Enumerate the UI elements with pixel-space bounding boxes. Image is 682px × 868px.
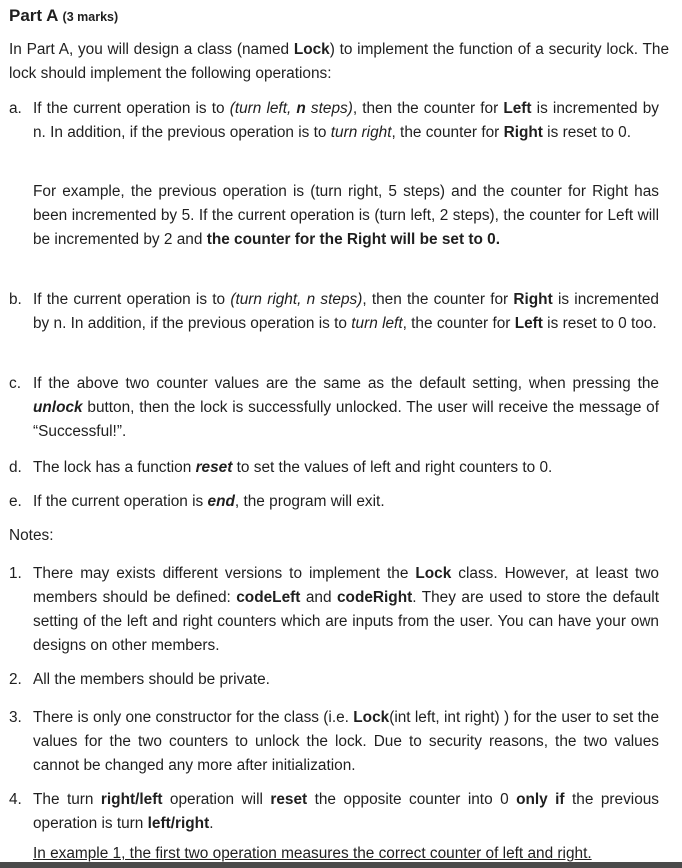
list-label: e. bbox=[9, 493, 22, 510]
intro-paragraph: In Part A, you will design a class (named Lock) to implement the function of a security lock. The lock should implement the following operations: bbox=[9, 41, 669, 82]
list-item-d bbox=[9, 456, 659, 480]
list-label: 3. bbox=[9, 709, 22, 726]
section-title: Part A bbox=[9, 6, 58, 25]
section-marks: (3 marks) bbox=[62, 10, 119, 24]
list-label: b. bbox=[9, 291, 22, 308]
list-text: The turn right/left operation will reset the opposite counter into 0 only if the previous operation is turn left/right. bbox=[33, 791, 660, 832]
bottom-border bbox=[0, 862, 682, 868]
note-item-3 bbox=[9, 706, 659, 778]
list-item-c bbox=[9, 372, 659, 444]
note-item-1 bbox=[9, 562, 659, 658]
list-label: a. bbox=[9, 100, 22, 117]
list-label: 1. bbox=[9, 565, 22, 582]
cut-off-line: In example 1, the first two operation measures the correct counter of left and right. bbox=[33, 845, 592, 862]
list-item-a bbox=[9, 97, 659, 145]
section-heading bbox=[9, 4, 118, 29]
list-text: There is only one constructor for the class (i.e. Lock(int left, int right) ) for the user to set the values for the two counters to unlock the lock. Due to security reasons, the two values cannot be changed any more after initialization. bbox=[33, 709, 660, 774]
list-text: If the current operation is to (turn right, n steps), then the counter for Right is incremented by n. In addition, if the previous operation is to turn left, the counter for Left is reset to 0 too. bbox=[33, 291, 659, 332]
list-item-b bbox=[9, 288, 659, 336]
list-label: 2. bbox=[9, 671, 22, 688]
list-text: All the members should be private. bbox=[33, 671, 270, 688]
list-label: 4. bbox=[9, 791, 22, 808]
notes-heading: Notes: bbox=[9, 527, 54, 544]
example-text: For example, the previous operation is (turn right, 5 steps) and the counter for Right has been incremented by 5. If the current operation is (turn left, 2 steps), the counter for Left will be incremented by 2 and the counter for the Right will be set to 0. bbox=[33, 183, 659, 248]
list-label: d. bbox=[9, 459, 22, 476]
list-label: c. bbox=[9, 375, 21, 392]
note-item-4 bbox=[9, 788, 659, 836]
list-text: There may exists different versions to implement the Lock class. However, at least two members should be defined: codeLeft and codeRight. They are used to store the default setting of the left and right counters which are inputs from the user. You can have your own designs on other members. bbox=[33, 565, 659, 654]
note-item-2 bbox=[9, 668, 659, 692]
list-text: If the current operation is to (turn left, n steps), then the counter for Left is incremented by n. In addition, if the previous operation is to turn right, the counter for Right is reset to 0. bbox=[33, 100, 659, 141]
list-item-e bbox=[9, 490, 659, 514]
list-item-a-example bbox=[9, 180, 659, 252]
list-text: If the above two counter values are the same as the default setting, when pressing the unlock button, then the lock is successfully unlocked. The user will receive the message of “Successful!”. bbox=[33, 375, 659, 440]
list-text: The lock has a function reset to set the values of left and right counters to 0. bbox=[33, 459, 553, 476]
list-text: If the current operation is end, the program will exit. bbox=[33, 493, 385, 510]
